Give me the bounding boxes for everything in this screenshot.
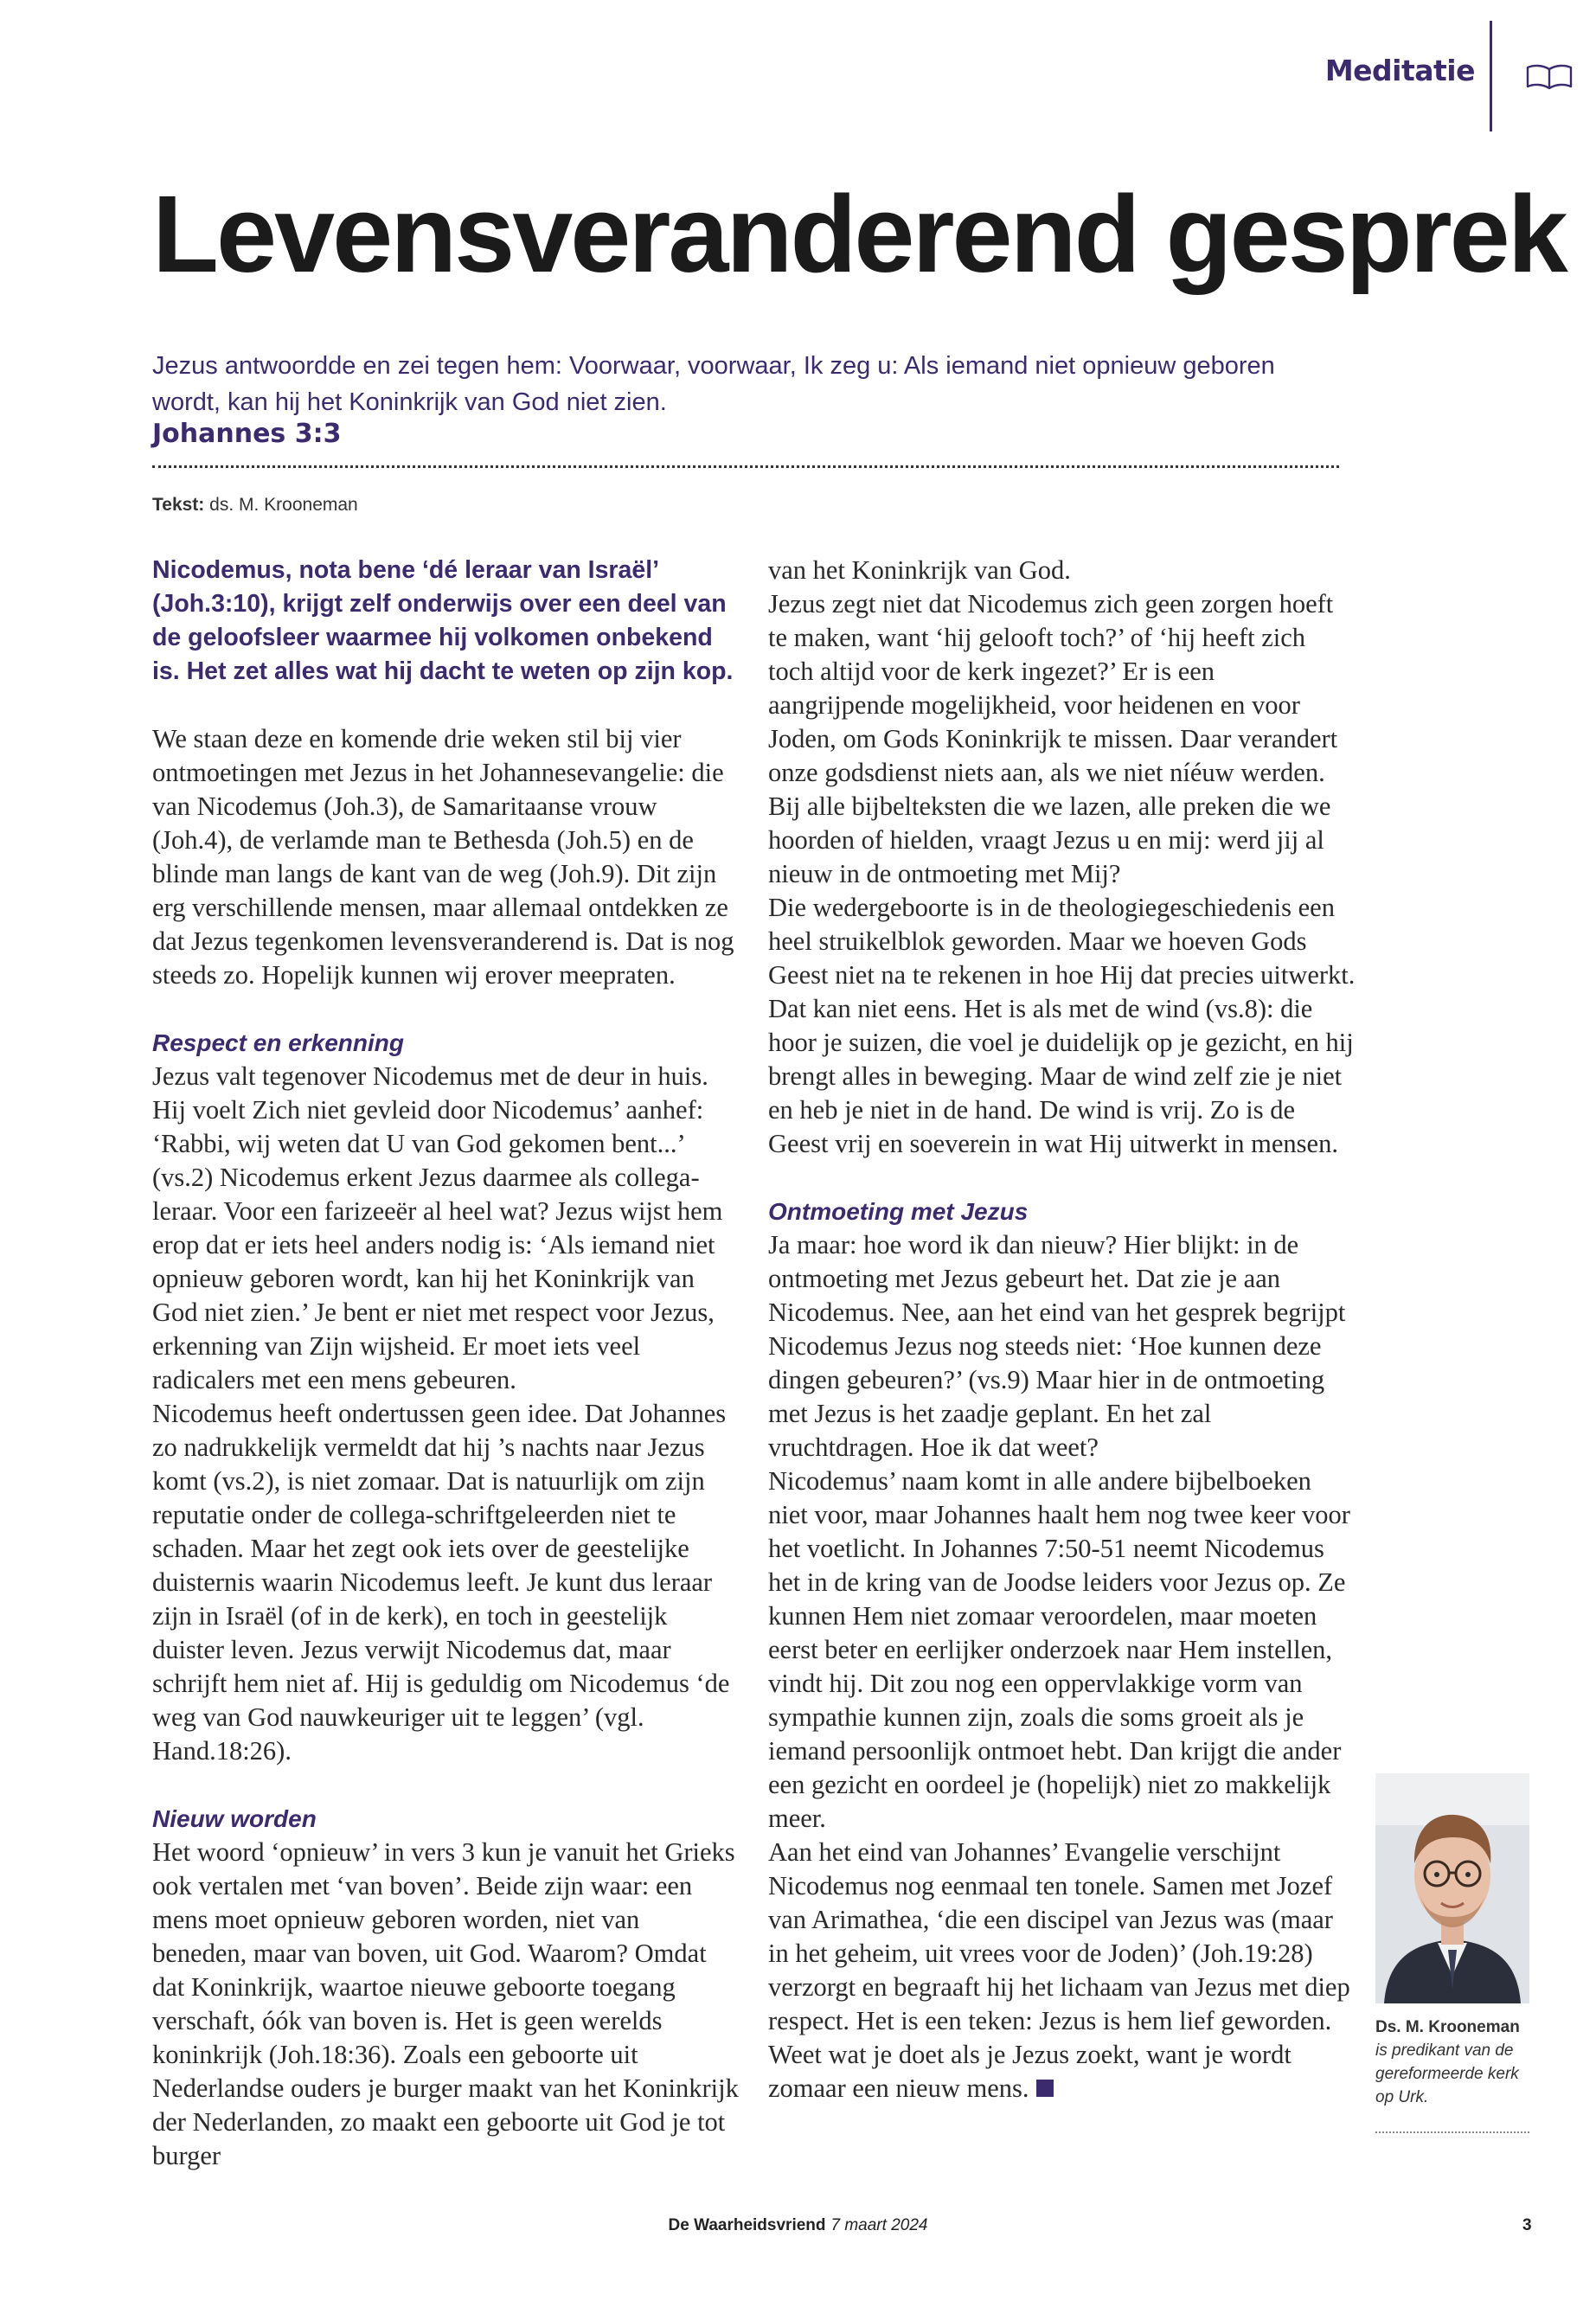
article-column-right [768,554,1356,2106]
caption-divider [1375,2131,1529,2133]
body-paragraph: Nicodemus heeft ondertussen geen idee. Dat Johannes zo nadrukkelijk vermeldt dat hij ’s nachts naar Jezus komt (vs.2), is niet zomaar. Dat is natuurlijk om zijn reputatie onder de collega-schriftgeleerden niet te schaden. Maar het zegt ook iets over de geestelijke duisternis waarin Nicodemus leeft. Je kunt dus leraar zijn in Israël (of in de kerk), en toch in geestelijk duister leven. Jezus verwijt Nicodemus dat, maar schrijft hem niet af. Hij is geduldig om Nicodemus ‘de weg van God nauwkeuriger uit te leggen’ (vgl. Hand.18:26). [152,1399,730,1766]
body-paragraph: Jezus valt tegenover Nicodemus met de deur in huis. Hij voelt Zich niet gevleid door Nicodemus’ aanhef: ‘Rabbi, wij weten dat U van God gekomen bent...’ (vs.2) Nicodemus erkent Jezus daarmee als collega-leraar. Voor een farizeeër al heel wat? Jezus wijst hem erop dat er iets heel anders nodig is: ‘Als iemand niet opnieuw geboren wordt, kan hij het Koninkrijk van God niet zien.’ Je bent er niet met respect voor Jezus, erkenning van Zijn wijsheid. Er moet iets veel radicalers met een mens gebeuren. [152,1061,723,1394]
subheading-ontmoeting: Ontmoeting met Jezus [768,1198,1029,1225]
closing-paragraph [768,1836,1356,2106]
caption-name: Ds. M. Krooneman [1375,2018,1520,2036]
footer-magazine: De Waarheidsvriend [668,2216,826,2234]
caption-role: is predikant van de gereformeerde kerk op Urk. [1375,2041,1519,2106]
body-paragraph: Ja maar: hoe word ik dan nieuw? Hier blijkt: in de ontmoeting met Jezus gebeurt het. Dat zie je aan Nicodemus. Nee, aan het eind van het gesprek begrijpt Nicodemus Jezus nog steeds niet: ‘Hoe kunnen deze dingen gebeuren?’ (vs.9) Maar hier in de ontmoeting met Jezus is het zaadje geplant. En het zal vruchtdragen. Hoe ik dat weet? [768,1230,1346,1462]
header-divider [1490,21,1492,131]
page-footer [0,2216,1596,2235]
byline [152,495,358,516]
body-paragraph: Het woord ‘opnieuw’ in vers 3 kun je vanuit het Grieks ook vertalen met ‘van boven’. Beide zijn waar: een mens moet opnieuw geboren worden, niet van beneden, maar van boven, uit God. Waarom? Omdat dat Koninkrijk, waartoe nieuwe geboorte toegang verschaft, óók van boven is. Het is geen werelds koninkrijk (Joh.18:36). Zoals een geboorte uit Nederlandse ouders je burger maakt van het Koninkrijk der Nederlanden, zo maakt een geboorte uit God je tot burger [152,1837,739,2170]
intro-paragraph: We staan deze en komende drie weken stil bij vier ontmoetingen met Jezus in het Johannesevangelie: die van Nicodemus (Joh.3), de Samaritaanse vrouw (Joh.4), de verlamde man te Bethesda (Joh.5) en de blinde man langs de kant van de weg (Joh.9). Dit zijn erg verschillende mensen, maar allemaal ontdekken ze dat Jezus tegenkomen levensveranderend is. Dat is nog steeds zo. Hopelijk kunnen wij erover meepraten. [152,724,734,990]
scripture-verse: Jezus antwoordde en zei tegen hem: Voorwaar, voorwaar, Ik zeg u: Als iemand niet opnieuw geboren wordt, kan hij het Koninkrijk van God niet zien. [152,352,1275,416]
byline-author: ds. M. Krooneman [209,495,358,515]
body-paragraph: Nicodemus’ naam komt in alle andere bijbelboeken niet voor, maar Johannes haalt hem nog twee keer voor het voetlicht. In Johannes 7:50-51 neemt Nicodemus het in de kring van de Joodse leiders voor Jezus op. Ze kunnen Hem niet zomaar veroordelen, maar moeten eerst beter en eerlijker onderzoek naar Hem instellen, vindt hij. Dit zou nog een oppervlakkige vorm van sympathie kunnen zijn, zoals die soms groeit als je iemand persoonlijk ontmoet hebt. Dan krijgt die ander een gezicht en oordeel je (hopelijk) niet zo makkelijk meer. [768,1466,1350,1833]
page-number: 3 [1522,2216,1532,2234]
body-paragraph: van het Koninkrijk van God. [768,555,1071,585]
open-book-icon [1525,62,1574,90]
body-paragraph: Die wedergeboorte is in de theologiegeschiedenis een heel struikelblok geworden. Maar we hoeven Gods Geest niet na te rekenen in hoe Hij dat precies uitwerkt. Dat kan niet eens. Het is als met de wind (vs.8): die hoor je suizen, die voel je duidelijk op je gezicht, en hij brengt alles in beweging. Maar de wind zelf zie je niet en heb je niet in de hand. De wind is vrij. Zo is de Geest vrij en soeverein in wat Hij uitwerkt in mensen. [768,893,1356,1158]
photo-caption [1375,2016,1529,2109]
section-label: Meditatie [1324,54,1475,87]
lead-paragraph: Nicodemus, nota bene ‘dé leraar van Israël’ (Joh.3:10), krijgt zelf onderwijs over een deel van de geloofsleer waarmee hij volkomen onbekend is. Het zet alles wat hij dacht te weten op zijn kop. [152,556,734,685]
footer-date: 7 maart 2024 [830,2216,928,2234]
closing-text: Aan het eind van Johannes’ Evangelie verschijnt Nicodemus nog eenmaal ten tonele. Samen met Jozef van Arimathea, ‘die een discipel van Jezus was (maar in het geheim, uit vrees voor de Joden)’ (Joh.19:28) verzorgt en begraaft hij het lichaam van Jezus met diep respect. Het is een teken: Jezus is hem lief geworden. Weet wat je doet als je Jezus zoekt, want je wordt zomaar een nieuw mens. [768,1837,1350,2103]
author-photo [1375,1773,1529,2003]
article-column-left [152,554,740,2173]
body-paragraph: Jezus zegt niet dat Nicodemus zich geen zorgen hoeft te maken, want ‘hij gelooft toch?’ of ‘hij heeft zich toch altijd voor de kerk ingezet?’ Er is een aangrijpende mogelijkheid, voor heidenen en voor Joden, om Gods Koninkrijk te missen. Daar verandert onze godsdienst niets aan, als we niet níéuw werden. Bij alle bijbelteksten die we lazen, alle preken die we hoorden of hielden, vraagt Jezus u en mij: werd jij al nieuw in de ontmoeting met Mij? [768,589,1338,888]
subheading-nieuw: Nieuw worden [152,1805,317,1832]
article-title: Levensveranderend gesprek [152,173,1566,295]
subheading-respect: Respect en erkenning [152,1029,404,1056]
dotted-divider [152,465,1339,468]
byline-label: Tekst: [152,495,205,515]
end-mark [1036,2080,1054,2097]
scripture-reference: Johannes 3:3 [152,419,342,449]
